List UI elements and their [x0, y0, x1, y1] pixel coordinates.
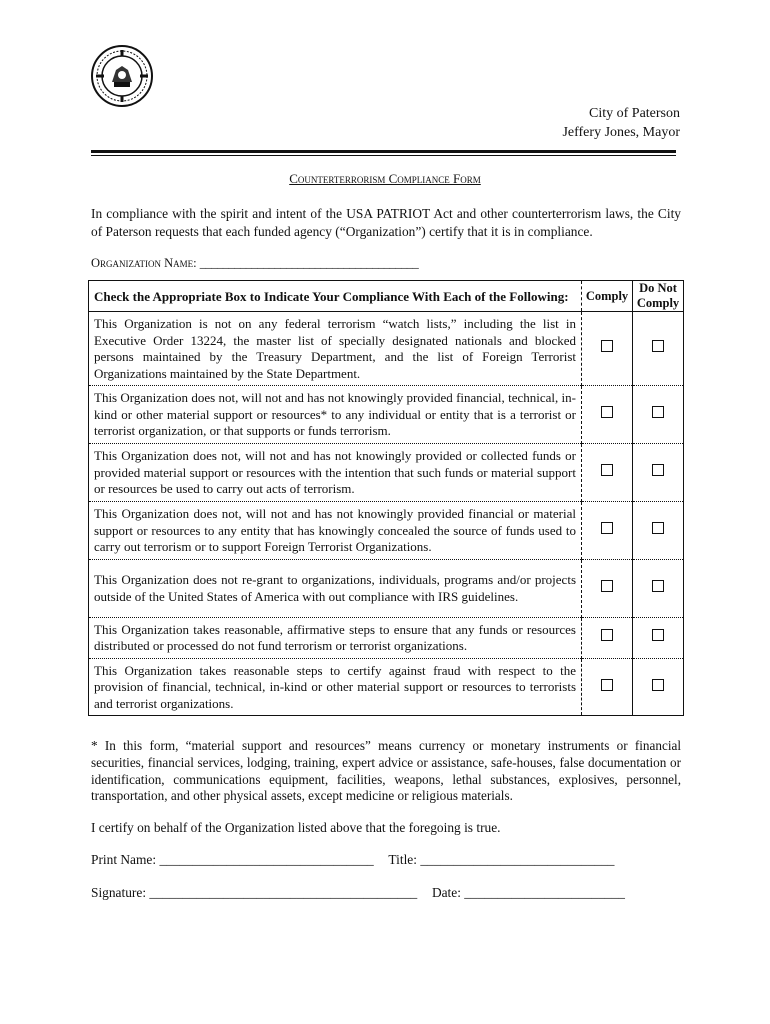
table-row	[89, 502, 684, 560]
do-not-comply-checkbox[interactable]	[652, 464, 664, 476]
print-name-title-row	[91, 852, 615, 868]
table-header-row	[89, 281, 684, 312]
mayor-name: Jeffery Jones, Mayor	[562, 125, 680, 140]
header-rule-thin	[91, 155, 676, 156]
statement-text: This Organization is not on any federal terrorism “watch lists,” including the list in Executive Order 13224, the master list of specially designated nationals and blocked persons maintained by the Treasury Department, and the list of Foreign Terrorist Organizations maintained by the State Department.	[89, 312, 582, 386]
table-header-instruction: Check the Appropriate Box to Indicate Your Compliance With Each of the Following:	[89, 281, 582, 312]
comply-checkbox[interactable]	[601, 629, 613, 641]
city-seal-icon	[90, 44, 154, 108]
statement-text: This Organization does not, will not and has not knowingly provided financial, technical, in-kind or other material support or resources* to any individual or entity that is a terrorist or terrorist organization, or that supports or funds terrorism.	[89, 386, 582, 444]
organization-name-label: Organization Name:	[91, 256, 197, 270]
form-title: Counterterrorism Compliance Form	[289, 171, 481, 186]
signature-date-row	[91, 885, 625, 901]
do-not-comply-checkbox[interactable]	[652, 629, 664, 641]
statement-text: This Organization takes reasonable steps to certify against fraud with respect to the provision of financial, technical, in-kind or other material support or resources to terrorists and terrorist organizations.	[89, 658, 582, 716]
table-row	[89, 658, 684, 716]
letterhead	[562, 104, 680, 142]
intro-paragraph: In compliance with the spirit and intent of the USA PATRIOT Act and other counterterrorism laws, the City of Paterson requests that each funded agency (“Organization”) certify that it is in compliance.	[91, 206, 681, 239]
do-not-comply-checkbox[interactable]	[652, 340, 664, 352]
title-label: Title:	[388, 852, 417, 867]
comply-checkbox[interactable]	[601, 340, 613, 352]
do-not-comply-checkbox[interactable]	[652, 580, 664, 592]
print-name-label: Print Name:	[91, 852, 157, 867]
footnote: * In this form, “material support and resources” means currency or monetary instruments or financial securities, financial services, lodging, training, expert advice or assistance, safe-houses, false documentation or identification, communications equipment, facilities, weapons, lethal substances, explosives, personnel, transportation, and other physical assets, except medicine or religious materials.	[91, 738, 681, 804]
comply-checkbox[interactable]	[601, 580, 613, 592]
statement-text: This Organization does not re-grant to organizations, individuals, programs and/or projects outside of the United States of America with out compliance with IRS guidelines.	[89, 559, 582, 617]
city-name: City of Paterson	[589, 106, 680, 121]
statement-text: This Organization takes reasonable, affirmative steps to ensure that any funds or resources distributed or processed do not fund terrorism or terrorist organizations.	[89, 617, 582, 658]
table-row	[89, 559, 684, 617]
column-header-do-not-comply: Do Not Comply	[633, 281, 684, 312]
column-header-comply: Comply	[582, 281, 633, 312]
do-not-comply-checkbox[interactable]	[652, 522, 664, 534]
date-label: Date:	[431, 885, 461, 900]
date-field[interactable]: ________________________	[464, 885, 625, 900]
comply-checkbox[interactable]	[601, 522, 613, 534]
table-row	[89, 386, 684, 444]
do-not-comply-checkbox[interactable]	[652, 679, 664, 691]
certification-statement: I certify on behalf of the Organization listed above that the foregoing is true.	[91, 820, 501, 835]
table-row	[89, 444, 684, 502]
organization-name-line	[91, 256, 418, 271]
header-rule-thick	[91, 150, 676, 153]
statement-text: This Organization does not, will not and has not knowingly provided financial or material support or resources to any entity that has knowingly concealed the source of funds used to carry out terrorism or to support Foreign Terrorist Organizations.	[89, 502, 582, 560]
comply-checkbox[interactable]	[601, 464, 613, 476]
comply-checkbox[interactable]	[601, 679, 613, 691]
title-field[interactable]: _____________________________	[420, 852, 615, 867]
do-not-comply-checkbox[interactable]	[652, 406, 664, 418]
signature-field[interactable]: ________________________________________	[149, 885, 418, 900]
comply-checkbox[interactable]	[601, 406, 613, 418]
table-row	[89, 312, 684, 386]
statement-text: This Organization does not, will not and has not knowingly provided or collected funds or provided material support or resources with the intention that such funds or material support or resources be used to carry out acts of terrorism.	[89, 444, 582, 502]
compliance-table	[88, 280, 684, 716]
organization-name-field[interactable]: ______________________________________	[199, 256, 419, 270]
signature-label: Signature:	[91, 885, 147, 900]
table-row	[89, 617, 684, 658]
print-name-field[interactable]: ________________________________	[159, 852, 374, 867]
